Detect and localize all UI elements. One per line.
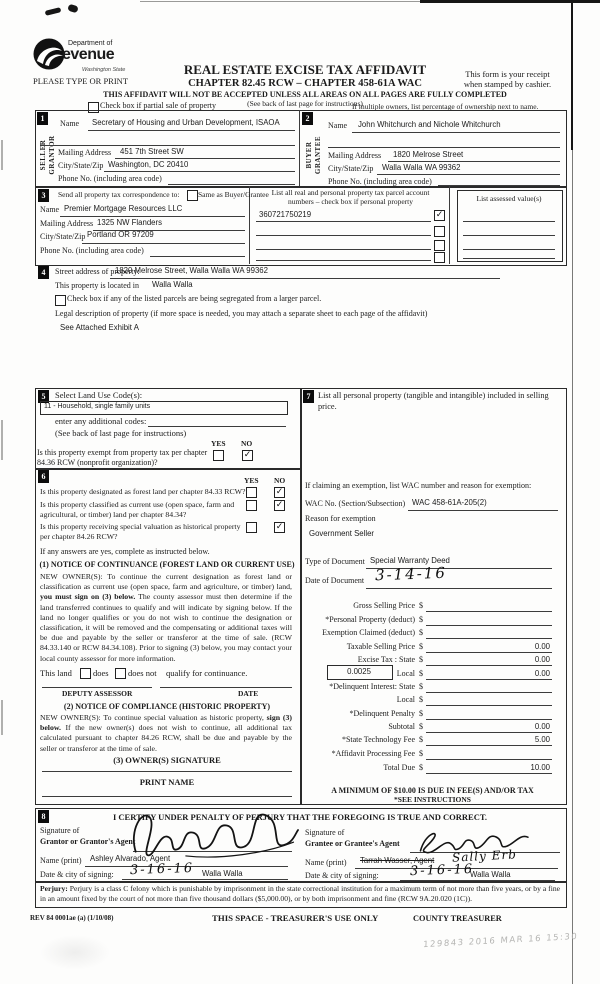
dollar-sign: $ [419,722,423,731]
underline [148,426,286,427]
underline [122,879,288,880]
certify-statement: I CERTIFY UNDER PENALTY OF PERJURY THAT THE FOREGOING IS TRUE AND CORRECT. [112,812,487,822]
seller-mailing-label: Mailing Address [58,148,112,157]
underline [104,171,295,172]
fee-label: Taxable Selling Price [346,642,415,651]
exempt-question-line1: Is this property exempt from property tax per chapter [37,448,208,457]
section2-number: 2 [302,112,313,125]
fee-label: *Delinquent Interest: State [329,682,415,691]
parcel-personal-checkbox-4[interactable] [434,252,445,263]
land-use-code-value: 11 - Household, single family units [44,403,151,410]
fee-label: *Delinquent Penalty [349,709,415,718]
parcel-personal-checkbox-3[interactable] [434,240,445,251]
dollar-sign: $ [419,655,423,664]
underline [463,258,555,259]
doc-date-label: Date of Document [305,576,365,585]
divider [299,110,300,186]
underline [426,692,552,693]
yes-header-2: YES [244,476,259,485]
receipt-note-line2: when stamped by cashier. [463,79,552,89]
underline [426,638,552,639]
paragraph-text: NEW OWNER(S): To continue special valuation as historic property, [40,713,267,722]
paragraph-bold: you must sign on (3) below. [40,592,136,602]
fee-label: Local [396,695,415,704]
section4-number: 4 [38,266,49,279]
exempt-question-line2: 84.36 RCW (nonprofit organization)? [37,458,158,467]
seller-csz-label: City/State/Zip [58,161,104,170]
fee-amount[interactable]: 0.00 [534,722,550,731]
underline [426,652,552,653]
land-use-label: Select Land Use Code(s): [55,390,143,400]
underline [426,732,552,733]
paragraph-text: If the new owner(s) does not wish to continue, all additional tax calculated pursuant to chapter 84.26 RCW, shall be due and payable by the seller or transferor at the time of sale. [40,723,292,753]
perjury-bold: Perjury: [40,884,68,893]
corr-name-value[interactable]: Premier Mortgage Resources LLC [64,204,183,213]
current-use-no-checkbox[interactable] [274,500,285,511]
grantor-name-print-value[interactable]: Ashley Alvarado, Agent [90,854,171,863]
underline [60,216,245,217]
underline [377,174,560,175]
grantor-agent-label: Grantor or Grantor's Agent [40,837,136,846]
seller-csz-value[interactable]: Washington, DC 20410 [108,160,189,169]
grantor-city-value[interactable]: Walla Walla [202,869,243,878]
parcel-header-line1: List all real and personal property tax parcel account [271,188,430,197]
qualify-label: qualify for continuance. [166,668,248,678]
does-label: does [93,668,109,678]
buyer-grantee-side-label [305,127,322,183]
grantor-date-city-label: Date & city of signing: [40,870,114,879]
perjury-text: Perjury is a class C felony which is punishable by imprisonment in the state correctional institution for a maximum term of not more than five years, or by a fine in an amount fixed by the court of not more than five thousand dollars ($5,000.00), or by both imprisonment and fine (RCW 9A.20.020 (1C)). [40,884,560,903]
form-rev-number: REV 84 0001ae (a) (1/10/08) [30,914,114,922]
doc-date-handwritten[interactable]: 3-14-16 [374,563,448,585]
seller-phone-label: Phone No. (including area code) [58,174,162,183]
section5-number: 5 [38,390,49,403]
street-address-value[interactable]: 1820 Melrose Street, Walla Walla WA 99362 [115,266,268,275]
scan-smudge [40,935,110,970]
notice-continuance-paragraph [40,572,292,664]
underline [463,235,555,236]
underline [366,588,552,589]
form-title: REAL ESTATE EXCISE TAX AFFIDAVIT [183,62,427,77]
receipt-note-line1: This form is your receipt [465,69,550,79]
personal-property-label [318,390,558,412]
claiming-exemption-label: If claiming an exemption, list WAC number and reason for exemption: [305,481,532,490]
underline [426,679,552,680]
same-as-buyer-checkbox[interactable] [187,190,198,201]
underline [40,145,295,146]
fee-amount[interactable]: 0.00 [534,669,550,678]
parcel-number-value[interactable]: 360721750219 [259,210,312,219]
checkmark: ✓ [275,522,284,532]
wac-value[interactable]: WAC 458-61A-205(2) [412,498,487,507]
grantee-name-print-label: Name (print) [305,858,347,867]
revenue-logo-icon [33,38,65,70]
corr-phone-label: Phone No. (including area code) [40,246,144,255]
notice-compliance-heading: (2) NOTICE OF COMPLIANCE (HISTORIC PROPERTY) [63,702,271,711]
does-not-checkbox[interactable] [115,668,126,679]
side-label-seller: SELLER [39,139,47,171]
historic-question-line2: per chapter 84.26 RCW? [40,532,118,541]
section8-number: 8 [38,810,49,823]
does-checkbox[interactable] [80,668,91,679]
underline [150,256,245,257]
forest-no-checkbox[interactable] [274,487,285,498]
form-chapter: CHAPTER 82.45 RCW – CHAPTER 458-61A WAC [188,78,422,89]
underline [256,235,431,236]
reason-exemption-value[interactable]: Government Seller [309,529,375,538]
fee-amount[interactable]: 10.00 [530,763,550,772]
underline [463,221,555,222]
reason-exemption-label: Reason for exemption [305,514,376,523]
checkmark: ✓ [243,450,252,460]
scan-left-dash-2 [1,420,3,460]
underline [426,745,552,746]
no-header-2: NO [274,476,286,485]
fee-amount[interactable]: 0.00 [534,642,550,651]
underline [426,665,552,666]
notice-continuance-heading: (1) NOTICE OF CONTINUANCE (FOREST LAND OR CURRENT USE) [39,560,295,569]
notice-compliance-paragraph [40,713,292,754]
side-label-buyer: BUYER [305,141,313,169]
fee-label: Local [396,669,415,678]
multiple-owners-note: If multiple owners, list percentage of ownership next to name. [352,102,539,111]
underline [388,161,560,162]
logo-wa-state: Washington State [82,67,126,73]
fee-label: Gross Selling Price [353,601,415,610]
fee-label: Exemption Claimed (deduct) [322,628,415,637]
corr-mailing-label: Mailing Address [40,219,94,228]
located-in-label: This property is located in [55,281,139,290]
grantor-name-print-label: Name (print) [40,856,82,865]
buyer-csz-label: City/State/Zip [328,164,374,173]
underline [408,510,558,511]
see-instructions-note: *SEE INSTRUCTIONS [394,795,471,804]
logo-dept-of: Department of [68,40,113,47]
if-any-yes-note: If any answers are yes, complete as instructed below. [40,547,210,556]
historic-yes-checkbox[interactable] [246,522,257,533]
forest-yes-checkbox[interactable] [246,487,257,498]
dollar-sign: $ [419,763,423,772]
historic-question-line1: Is this property receiving special valuation as historical property [40,522,241,531]
signature-line[interactable] [42,771,292,772]
legal-description-label: Legal description of property (if more space is needed, you may attach a separate sheet to each page of the affidavit) [55,309,428,318]
segregated-label: Check box if any of the listed parcels are being segregated from a larger parcel. [67,294,322,303]
buyer-name-label: Name [328,121,348,130]
section7-number: 7 [303,390,314,403]
parcel-personal-checkbox-1[interactable] [434,210,445,221]
same-as-buyer-label: Same as Buyer/Grantee [198,190,269,199]
underline [256,249,431,250]
please-type-or-print: PLEASE TYPE OR PRINT [33,76,129,86]
doc-type-label: Type of Document [305,557,365,566]
forest-question: Is this property designated as forest land per chapter 84.33 RCW? [40,487,246,496]
grantee-signature-of-label: Signature of [305,828,345,837]
parcel-header-line2: numbers – check box if personal property [288,197,413,206]
deputy-assessor-label: DEPUTY ASSESSOR [62,689,133,698]
buyer-phone-label: Phone No. (including area code) [328,177,432,186]
fee-label: *State Technology Fee [341,735,415,744]
underline [110,278,500,279]
owners-signature-heading: (3) OWNER(S) SIGNATURE [113,755,221,765]
seller-name-value[interactable]: Secretary of Housing and Urban Development, ISAOA [92,118,280,127]
street-address-label: Street address of property: [55,267,140,276]
perjury-statement [40,884,560,904]
header-see-back: (See back of last page for instructions) [247,99,363,108]
doc-type-value[interactable]: Special Warranty Deed [370,556,450,565]
exempt-yes-checkbox[interactable] [213,450,224,461]
paragraph-bold: sign (3) below. [40,713,293,733]
see-back-note: (See back of last page for instructions) [55,428,187,438]
print-name-line[interactable] [42,796,292,797]
legal-description-value[interactable]: See Attached Exhibit A [60,323,139,332]
grantee-name-struck-value[interactable]: Tarrah Wasser, Agent [360,856,435,865]
underline [256,260,431,261]
wac-label: WAC No. (Section/Subsection) [305,499,406,508]
seller-grantor-side-label [39,127,56,183]
buyer-csz-value[interactable]: Walla Walla WA 99362 [382,163,461,172]
section3-number: 3 [38,189,49,202]
side-label-grantee: GRANTEE [313,135,322,175]
grantor-signature [124,800,301,861]
pen-mark-2 [67,4,79,14]
seller-name-label: Name [60,119,80,128]
grantee-date-city-label: Date & city of signing: [305,871,379,880]
underline [426,625,552,626]
dollar-sign: $ [419,642,423,651]
paragraph-text: List all personal property (tangible and intangible) included in selling price. [318,391,549,411]
fee-label: Excise Tax : State [357,655,415,664]
no-header: NO [241,439,253,448]
print-name-heading: PRINT NAME [139,777,195,787]
checkmark: ✓ [275,500,284,510]
underline [352,132,560,133]
underline [82,243,245,244]
scan-left-dash-1 [1,140,3,170]
corr-name-label: Name [40,205,60,214]
fee-amount[interactable]: 0.00 [534,655,550,664]
buyer-mailing-label: Mailing Address [328,151,382,160]
treasurer-use-only: THIS SPACE - TREASURER'S USE ONLY [212,913,379,923]
county-treasurer: COUNTY TREASURER [413,914,502,923]
dollar-sign: $ [419,735,423,744]
underline [42,687,152,688]
buyer-mailing-value[interactable]: 1820 Melrose Street [393,150,464,159]
current-use-yes-checkbox[interactable] [246,500,257,511]
underline [426,611,552,612]
header-notice: THIS AFFIDAVIT WILL NOT BE ACCEPTED UNLESS ALL AREAS ON ALL PAGES ARE FULLY COMPLETED [103,90,507,99]
grantee-agent-label: Grantee or Grantee's Agent [305,839,400,848]
underline [88,130,295,131]
grantee-name-handwritten[interactable]: Sally Erb [451,847,518,865]
additional-codes-label: enter any additional codes: [55,416,147,426]
side-label-grantor: GRANTOR [47,135,56,175]
exempt-no-checkbox[interactable] [242,450,253,461]
local-rate-value: 0.0025 [347,667,371,676]
partial-sale-label: Check box if partial sale of property [100,101,216,110]
underline [463,249,555,250]
checkmark: ✓ [435,210,444,220]
underline [115,158,295,159]
grantor-signature-of-label: Signature of [40,826,80,835]
minimum-due-note: A MINIMUM OF $10.00 IS DUE IN FEE(S) AND/OR TAX [331,786,534,795]
dollar-sign: $ [419,695,423,704]
dollar-sign: $ [419,615,423,624]
parcel-personal-checkbox-2[interactable] [434,226,445,237]
seller-mailing-value[interactable]: 451 7th Street SW [120,147,184,156]
section1-number: 1 [37,112,48,125]
scan-top-line-light [140,1,420,2]
underline [256,221,431,222]
checkmark: ✓ [275,487,284,497]
corr-mailing-value[interactable]: 1325 NW Flanders [97,218,163,227]
send-correspondence-label: Send all property tax correspondence to: [58,190,180,199]
date-label: DATE [238,689,259,698]
corr-csz-label: City/State/Zip [40,232,86,241]
dollar-sign: $ [419,709,423,718]
underline [426,719,552,720]
dollar-sign: $ [419,601,423,610]
logo-revenue: evenue [62,46,115,63]
fee-label: *Personal Property (deduct) [325,615,415,624]
this-land-label: This land [40,668,72,678]
fee-amount[interactable]: 5.00 [534,735,550,744]
corr-csz-value[interactable]: Portland OR 97209 [87,230,154,239]
fee-label: *Affidavit Processing Fee [331,749,415,758]
fee-label: Subtotal [388,722,415,731]
underline [426,759,552,760]
scan-top-line [420,0,600,3]
underline [426,705,552,706]
buyer-name-value[interactable]: John Whitchurch and Nichole Whitchurch [358,120,501,129]
current-use-question-line2: agricultural, or timber) land per chapter 84.34? [40,510,187,519]
grantee-city-value[interactable]: Walla Walla [470,870,511,879]
yes-header: YES [211,439,226,448]
section6-number: 6 [38,470,49,483]
does-not-label: does not [128,668,157,678]
divider [449,186,450,264]
underline [426,773,552,774]
pen-mark-1 [45,7,62,16]
underline [328,147,560,148]
paragraph-text: The county assessor must then determine if the land transferred continues to qualify and will indicate by signing below. If the land no longer qualifies or you do not wish to continue the designation or classification, it will be removed and the compensating or additional taxes will be due and payable by the seller or transferor at the time of sale. (RCW 84.33.140 or RCW 84.34.108). Prior to signing (3) below, you may contact your local county assessor for more information. [40,592,292,663]
fee-label: Total Due [383,763,415,772]
paragraph-text: NEW OWNER(S): To continue the current designation as forest land or classification as current use (open space, farm and agriculture, or timber) land, [40,572,292,592]
dollar-sign: $ [419,628,423,637]
underline [168,184,295,185]
current-use-question-line1: Is this property classified as current use (open space, farm and [40,500,235,509]
scan-right-line-dark [571,0,573,150]
cashier-stamp: 129843 2016 MAR 16 15:30 [422,931,579,951]
dollar-sign: $ [419,749,423,758]
grantor-date-handwritten[interactable]: 3-16-16 [129,860,195,879]
historic-no-checkbox[interactable] [274,522,285,533]
dollar-sign: $ [419,669,423,678]
assessed-values-header: List assessed value(s) [476,194,542,203]
segregated-checkbox[interactable] [55,295,66,306]
located-in-value[interactable]: Walla Walla [152,280,193,289]
dollar-sign: $ [419,682,423,691]
scan-left-dash-3 [1,700,3,735]
underline [160,687,292,688]
grantee-date-handwritten[interactable]: 3-16-16 [409,861,475,880]
